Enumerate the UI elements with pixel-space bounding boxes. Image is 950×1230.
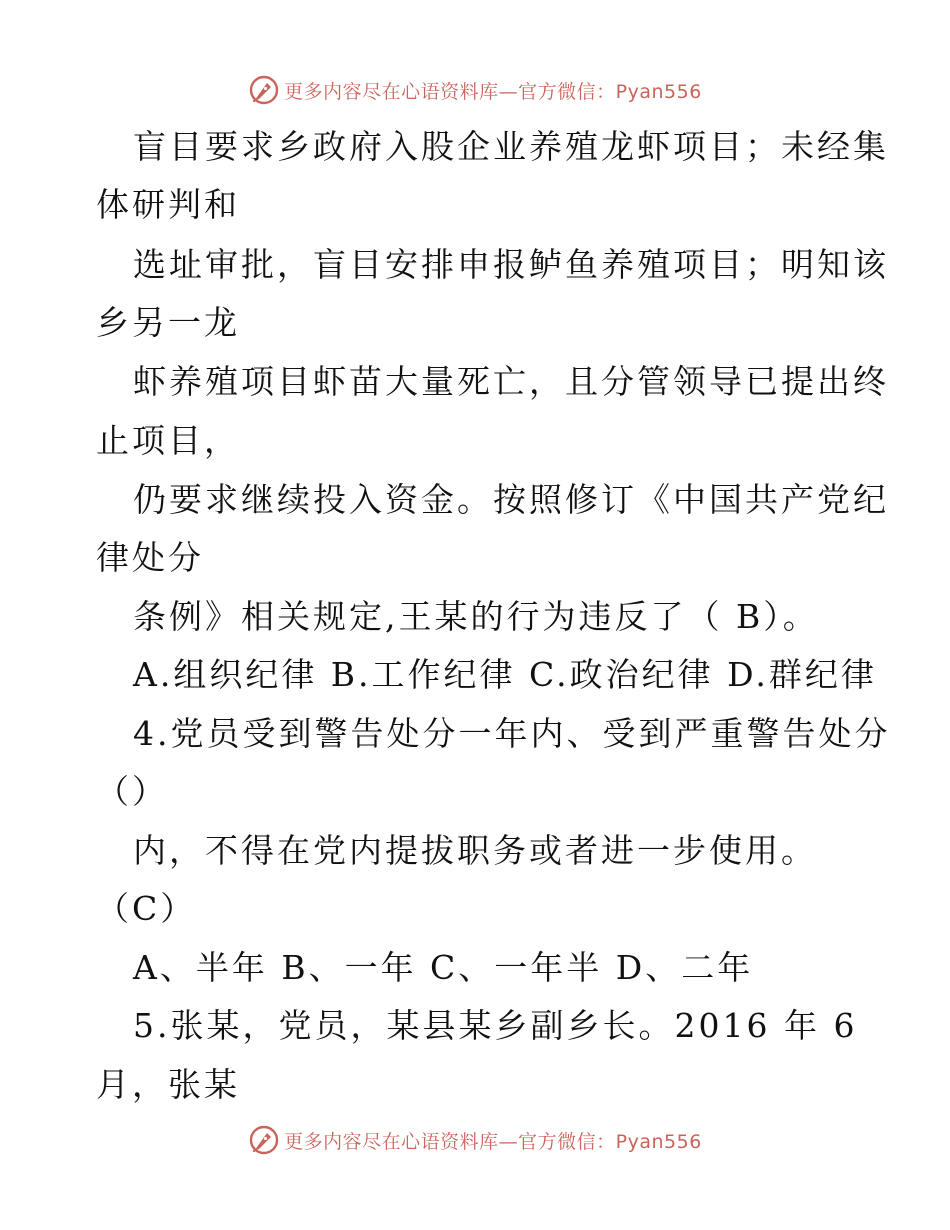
text-line: 盲目要求乡政府入股企业养殖龙虾项目；未经集 bbox=[133, 127, 889, 166]
text-line: 月，张某 bbox=[96, 1065, 240, 1104]
pen-nib-logo-icon bbox=[248, 74, 280, 106]
answer-options-line: A.组织纪律 B.工作纪律 C.政治纪律 D.群纪律 bbox=[133, 655, 877, 694]
question-line: 4.党员受到警告处分一年内、受到严重警告处分 bbox=[133, 714, 891, 753]
text-line: 条例》相关规定,王某的行为违反了（ B）。 bbox=[133, 597, 819, 636]
answer-options-line: A、半年 B、一年 C、一年半 D、二年 bbox=[133, 948, 754, 987]
text-line: 体研判和 bbox=[96, 185, 240, 224]
answer-line: （C） bbox=[96, 889, 197, 928]
watermark-label: 更多内容尽在心语资料库—官方微信： bbox=[284, 80, 616, 103]
watermark-wechat-id: Pyan556 bbox=[615, 80, 702, 103]
watermark-text bbox=[284, 77, 702, 104]
watermark-label: 更多内容尽在心语资料库—官方微信： bbox=[284, 1130, 616, 1153]
text-line: 律处分 bbox=[96, 538, 204, 577]
pen-nib-logo-icon bbox=[248, 1124, 280, 1156]
text-line: 内，不得在党内提拔职务或者进一步使用。 bbox=[133, 831, 817, 870]
header-watermark bbox=[0, 72, 950, 108]
text-line: 选址审批，盲目安排申报鲈鱼养殖项目；明知该 bbox=[133, 245, 889, 284]
footer-watermark bbox=[0, 1122, 950, 1158]
text-line: 仍要求继续投入资金。按照修订《中国共产党纪 bbox=[133, 480, 889, 519]
text-line: 乡另一龙 bbox=[96, 303, 240, 342]
text-line: （） bbox=[96, 772, 168, 811]
text-line: 虾养殖项目虾苗大量死亡，且分管领导已提出终 bbox=[133, 362, 889, 401]
question-line: 5.张某，党员，某县某乡副乡长。2016 年 6 bbox=[133, 1006, 858, 1045]
watermark-wechat-id: Pyan556 bbox=[615, 1130, 702, 1153]
watermark-text bbox=[284, 1127, 702, 1154]
text-line: 止项目， bbox=[96, 421, 240, 460]
